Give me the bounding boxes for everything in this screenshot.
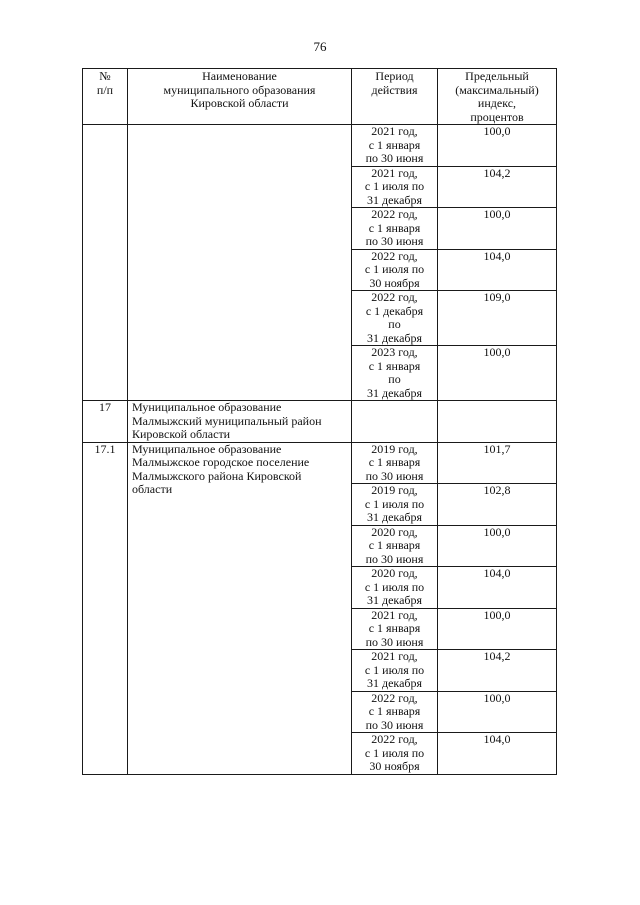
index-cell: 100,0: [438, 691, 557, 733]
table-header: [83, 69, 557, 125]
page-number: 76: [313, 39, 327, 54]
period-cell: 2022 год, с 1 декабря по 31 декабря: [352, 291, 438, 346]
group-row-17: [83, 401, 557, 443]
index-cell: 100,0: [438, 208, 557, 250]
table-body: [83, 125, 557, 775]
index-cell: 100,0: [438, 525, 557, 567]
period-cell: 2021 год, с 1 января по 30 июня: [352, 608, 438, 650]
period-cell: 2020 год, с 1 января по 30 июня: [352, 525, 438, 567]
index-cell: 100,0: [438, 608, 557, 650]
index-cell: 104,0: [438, 567, 557, 609]
period-cell: 2021 год, с 1 июля по 31 декабря: [352, 650, 438, 692]
period-cell: 2022 год, с 1 января по 30 июня: [352, 691, 438, 733]
period-cell: 2022 год, с 1 июля по 30 ноября: [352, 733, 438, 775]
header-num: № п/п: [83, 69, 128, 125]
header-index: Предельный (максимальный) индекс, процентов: [438, 69, 557, 125]
index-cell: 104,2: [438, 166, 557, 208]
period-cell: 2019 год, с 1 июля по 31 декабря: [352, 484, 438, 526]
index-cell: 104,0: [438, 733, 557, 775]
period-cell: 2023 год, с 1 января по 31 декабря: [352, 346, 438, 401]
period-cell: 2021 год, с 1 января по 30 июня: [352, 125, 438, 167]
index-cell: 102,8: [438, 484, 557, 526]
index-cell: 101,7: [438, 442, 557, 484]
index-cell: 109,0: [438, 291, 557, 346]
subgroup-num-cell: 17.1: [83, 442, 128, 774]
subgroup-name-cell: Муниципальное образование Малмыжское городское поселение Малмыжского района Кировской области: [128, 442, 352, 774]
header-row: [83, 69, 557, 125]
header-period: Период действия: [352, 69, 438, 125]
header-name: Наименование муниципального образования Кировской области: [128, 69, 352, 125]
period-cell: 2021 год, с 1 июля по 31 декабря: [352, 166, 438, 208]
period-cell: 2022 год, с 1 января по 30 июня: [352, 208, 438, 250]
group-num-cell: 17: [83, 401, 128, 443]
group-name-cell: Муниципальное образование Малмыжский муниципальный район Кировской области: [128, 401, 352, 443]
table-row: [83, 125, 557, 167]
period-cell: 2019 год, с 1 января по 30 июня: [352, 442, 438, 484]
table-row: [83, 442, 557, 484]
empty-period-cell: [352, 401, 438, 443]
index-cell: 104,0: [438, 249, 557, 291]
index-cell: 104,2: [438, 650, 557, 692]
continuation-num-cell: [83, 125, 128, 401]
empty-index-cell: [438, 401, 557, 443]
index-cell: 100,0: [438, 125, 557, 167]
index-cell: 100,0: [438, 346, 557, 401]
period-cell: 2020 год, с 1 июля по 31 декабря: [352, 567, 438, 609]
period-cell: 2022 год, с 1 июля по 30 ноября: [352, 249, 438, 291]
tariff-index-table: [82, 68, 557, 775]
continuation-name-cell: [128, 125, 352, 401]
